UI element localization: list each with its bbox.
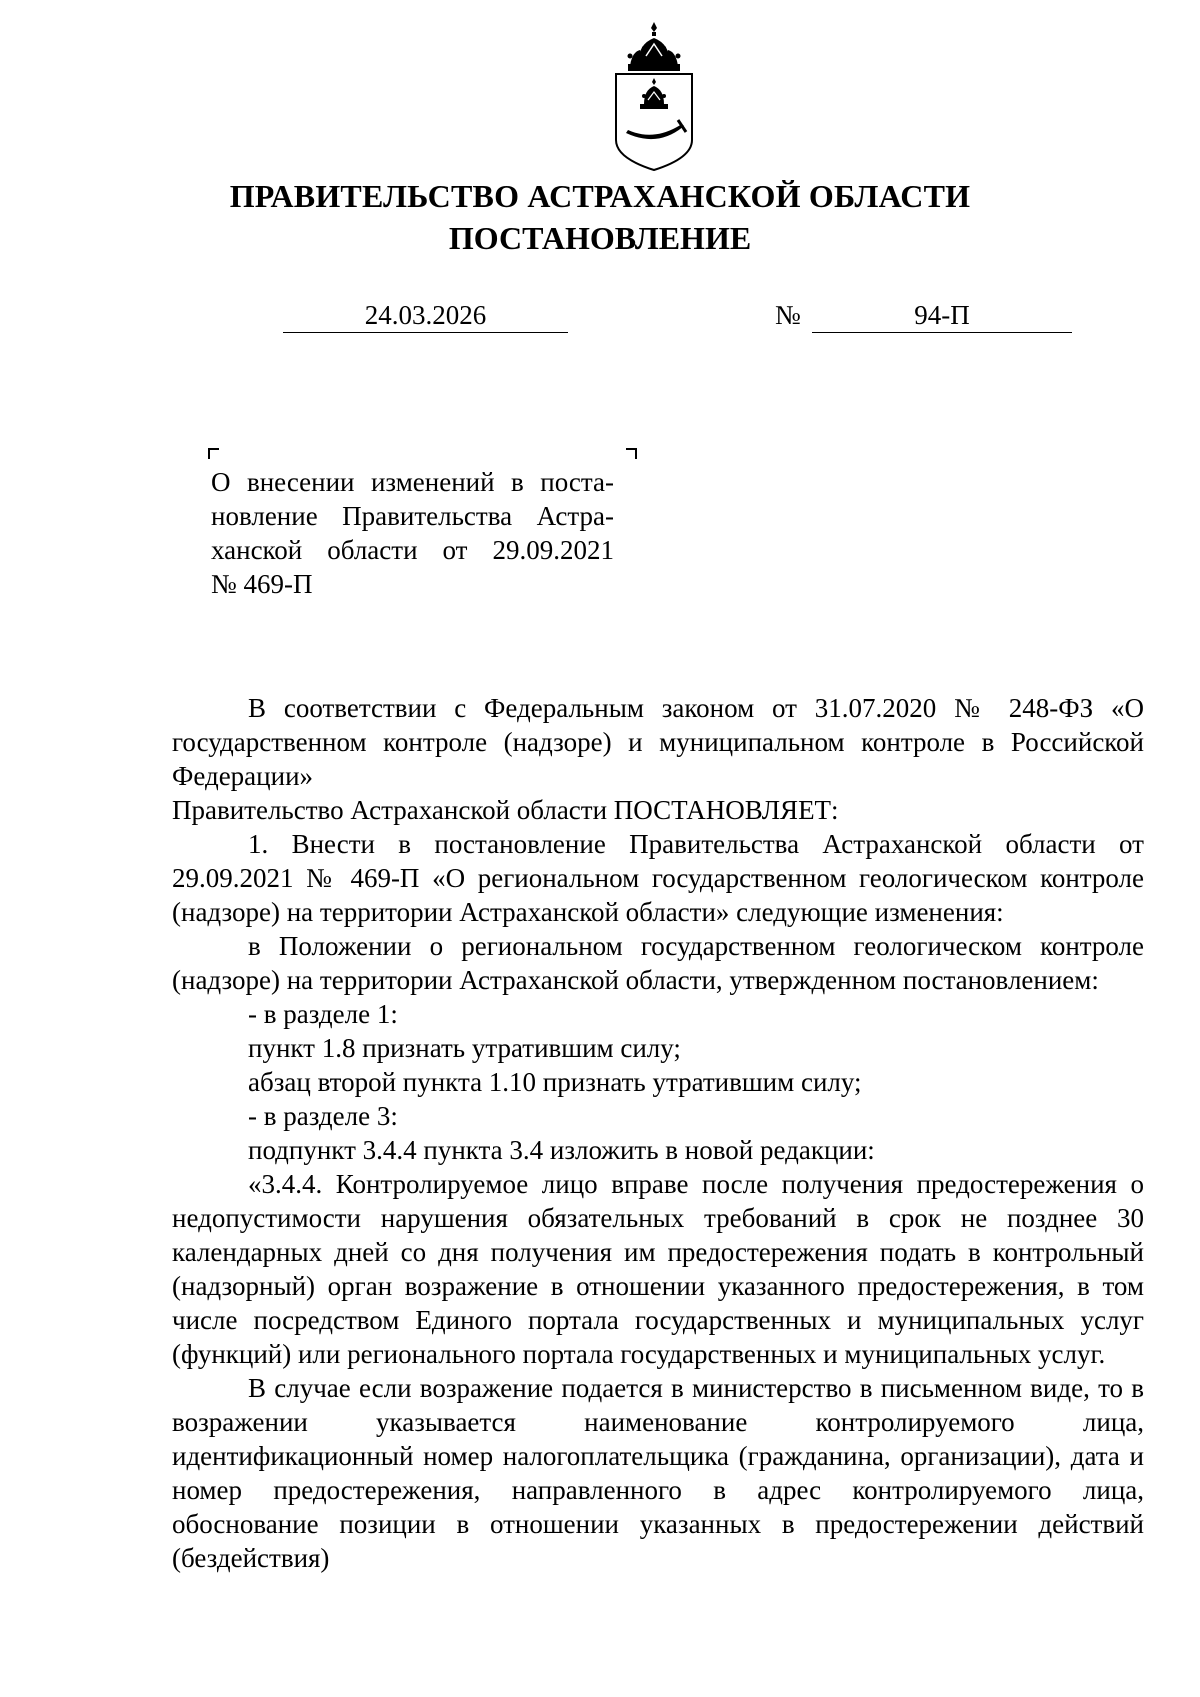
document-date: 24.03.2026 xyxy=(283,298,568,333)
body-paragraph: - в разделе 1: xyxy=(248,999,398,1029)
subject-corner-left xyxy=(208,448,219,459)
body-paragraph: В случае если возражение подается в министерство в письменном виде, то в возражении указывается наименование контролируемого лица, идентификационный номер налогоплательщика (гражданина, организации), дата и номер предостережения, направленного в адрес контролируемого лица, обоснование позиции в отношении указанных в предостережении действий (бездействия) xyxy=(172,1373,1144,1573)
subject-line: № 469-П xyxy=(211,569,313,599)
body-paragraph: пункт 1.8 признать утратившим силу; xyxy=(248,1033,681,1063)
government-title: ПРАВИТЕЛЬСТВО АСТРАХАНСКОЙ ОБЛАСТИ xyxy=(229,178,971,214)
document-subject xyxy=(211,465,614,601)
body-paragraph: подпункт 3.4.4 пункта 3.4 изложить в новой редакции: xyxy=(248,1135,875,1165)
subject-line: ханской области от 29.09.2021 xyxy=(211,535,614,565)
body-paragraph: - в разделе 3: xyxy=(248,1101,398,1131)
body-paragraph: Правительство Астраханской области ПОСТАНОВЛЯЕТ: xyxy=(172,795,839,825)
body-paragraph: 1. Внести в постановление Правительства Астраханской области от 29.09.2021 № 469-П «О региональном государственном геологическом контроле (надзоре) на территории Астраханской области» следующие изменения: xyxy=(172,829,1144,927)
document-number: 94-П xyxy=(812,298,1072,333)
subject-corner-right xyxy=(626,448,637,459)
number-sign: № xyxy=(775,300,801,330)
body-paragraph: в Положении о региональном государственном геологическом контроле (надзоре) на территории Астраханской области, утвержденном постановлением: xyxy=(172,931,1144,995)
document-type-title: ПОСТАНОВЛЕНИЕ xyxy=(448,220,752,256)
body-paragraph: абзац второй пункта 1.10 признать утратившим силу; xyxy=(248,1067,862,1097)
body-paragraph: «3.4.4. Контролируемое лицо вправе после получения предостережения о недопустимости нарушения обязательных требований в срок не позднее 30 календарных дней со дня получения им предостережения подать в контрольный (надзорный) орган возражение в отношении указанного предостережения, в том числе посредством Единого портала государственных и муниципальных услуг (функций) или регионального портала государственных и муниципальных услуг. xyxy=(172,1169,1144,1369)
subject-line: О внесении изменений в поста- xyxy=(211,467,614,497)
body-paragraph: В соответствии с Федеральным законом от 31.07.2020 № 248-ФЗ «О государственном контроле (надзоре) и муниципальном контроле в Российской Федерации» xyxy=(172,693,1144,791)
coat-of-arms-icon xyxy=(608,20,700,172)
subject-line: новление Правительства Астра- xyxy=(211,501,614,531)
document-body xyxy=(172,691,1144,1575)
